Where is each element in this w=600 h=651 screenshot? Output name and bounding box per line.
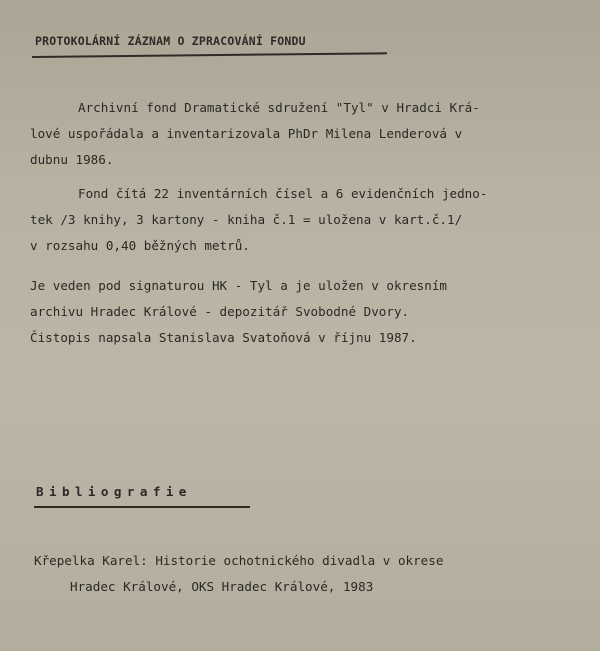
page-title: PROTOKOLÁRNÍ ZÁZNAM O ZPRACOVÁNÍ FONDU xyxy=(35,34,306,48)
paragraph-processing xyxy=(30,95,590,173)
text-line: Hradec Králové, OKS Hradec Králové, 1983 xyxy=(70,579,374,594)
text-line: Křepelka Karel: Historie ochotnického divadla v okrese xyxy=(34,553,444,568)
text-line: Fond čítá 22 inventárních čísel a 6 evidenčních jedno- xyxy=(78,186,488,201)
text-line: Je veden pod signaturou HK - Tyl a je uložen v okresním xyxy=(30,278,448,293)
paragraph-location xyxy=(30,273,590,351)
text-line: archivu Hradec Králové - depozitář Svobodné Dvory. xyxy=(30,304,410,319)
bibliography-underline xyxy=(34,506,250,508)
bibliography-heading: Bibliografie xyxy=(36,484,192,499)
text-line: Čistopis napsala Stanislava Svatoňová v říjnu 1987. xyxy=(30,330,417,345)
text-line: v rozsahu 0,40 běžných metrů. xyxy=(30,238,250,253)
text-line: dubnu 1986. xyxy=(30,152,114,167)
text-line: lové uspořádala a inventarizovala PhDr Milena Lenderová v xyxy=(30,126,463,141)
text-line: tek /3 knihy, 3 kartony - kniha č.1 = uložena v kart.č.1/ xyxy=(30,212,463,227)
text-line: Archivní fond Dramatické sdružení "Tyl" v Hradci Krá- xyxy=(78,100,480,115)
bibliography-entry xyxy=(34,546,443,598)
title-underline xyxy=(32,52,387,58)
paragraph-extent xyxy=(30,181,590,259)
